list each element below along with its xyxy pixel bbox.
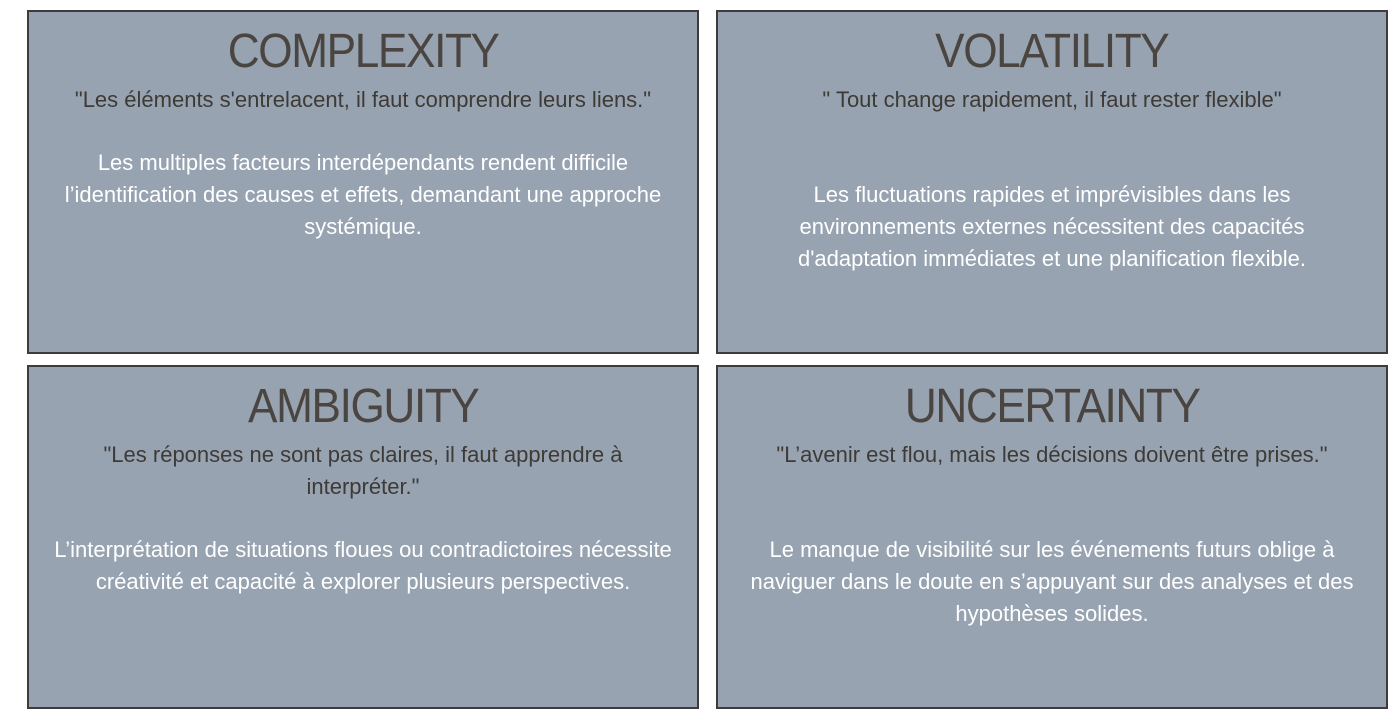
- card-quote: " Tout change rapidement, il faut rester flexible": [822, 87, 1282, 112]
- card-complexity: [27, 10, 699, 354]
- card-description: L’interprétation de situations floues ou contradictoires nécessite créativité et capacité à explorer plusieurs perspectives.: [54, 537, 672, 594]
- card-title: VOLATILITY: [935, 25, 1169, 78]
- card-description: Le manque de visibilité sur les événements futurs oblige à naviguer dans le doute en s’appuyant sur des analyses et des hypothèses solides.: [750, 537, 1354, 626]
- card-quote: "Les réponses ne sont pas claires, il faut apprendre à interpréter.": [103, 442, 623, 499]
- card-description: Les fluctuations rapides et imprévisibles dans les environnements externes nécessitent des capacités d'adaptation immédiates et une planification flexible.: [797, 182, 1307, 271]
- vuca-grid: [27, 10, 1388, 710]
- card-uncertainty: [716, 365, 1388, 709]
- card-quote: "Les éléments s'entrelacent, il faut comprendre leurs liens.": [74, 87, 652, 112]
- card-title: COMPLEXITY: [227, 25, 499, 78]
- card-volatility: [716, 10, 1388, 354]
- card-title: UNCERTAINTY: [904, 380, 1200, 433]
- card-title: AMBIGUITY: [247, 380, 479, 433]
- card-description: Les multiples facteurs interdépendants rendent difficile l’identification des causes et effets, demandant une approche systémique.: [64, 150, 662, 239]
- card-ambiguity: [27, 365, 699, 709]
- card-quote: "L’avenir est flou, mais les décisions doivent être prises.": [776, 442, 1328, 467]
